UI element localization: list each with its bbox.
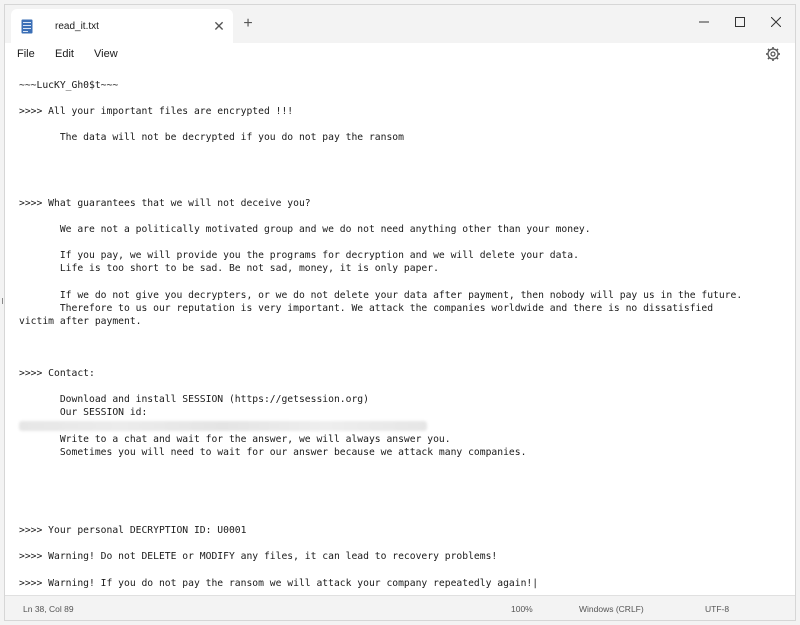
cursor-position: Ln 38, Col 89	[23, 604, 74, 614]
maximize-icon	[735, 17, 745, 27]
zoom-level[interactable]: 100%	[511, 604, 533, 614]
minimize-icon	[699, 17, 709, 27]
line-ending[interactable]: Windows (CRLF)	[579, 604, 644, 614]
menu-bar	[5, 43, 795, 69]
menu-view[interactable]: View	[94, 48, 118, 60]
tab-title: read_it.txt	[55, 21, 99, 32]
notepad-window	[4, 4, 796, 621]
notepad-file-icon	[21, 19, 33, 34]
status-bar	[5, 595, 795, 620]
menu-edit[interactable]: Edit	[55, 48, 74, 60]
title-bar	[5, 5, 795, 43]
maximize-button[interactable]	[725, 11, 755, 33]
encoding[interactable]: UTF-8	[705, 604, 730, 614]
plus-icon[interactable]: +	[243, 15, 253, 32]
document-text[interactable]: ~~~LucKY_Gh0$t~~~ >>>> All your important files are encrypted !!! The data will not be decrypted if you do not pay the ransom >>>> What guarantees that we will not deceive you? We are not a politically motivated group and we do not need anything other than your money. If you pay, we will provide you the programs for decryption and we will delete your data. Life is too short to be sad. Be not sad, money, it is only paper. If we do not give you decrypters, or we do not delete your data after payment, then nobody will pay us in the future. Therefore to us our reputation is very important. We attack the companies worldwide and there is no dissatisfied victim after payment. >>>> Contact: Download and install SESSION (https://getsession.org) Our SESSION id: Write to a chat and wait for the answer, we will always answer you. Sometimes you will need to wait for our answer because we attack many companies. >>>> Your personal DECRYPTION ID: U0001 >>>> Warning! Do not DELETE or MODIFY any files, it can lead to recovery problems! >>>> Warning! If you do not pay the ransom we will attack your company repeatedly again!|	[19, 80, 743, 589]
tab-read-it[interactable]	[11, 9, 233, 43]
minimize-button[interactable]	[689, 11, 719, 33]
close-window-button[interactable]	[761, 11, 791, 33]
close-tab-icon[interactable]: ✕	[213, 18, 225, 34]
close-icon	[771, 17, 781, 27]
gear-icon[interactable]	[765, 46, 781, 62]
redacted-session-id	[19, 421, 427, 431]
window-edge-marker	[2, 298, 3, 304]
text-editor[interactable]	[5, 69, 795, 596]
menu-file[interactable]: File	[17, 48, 35, 60]
